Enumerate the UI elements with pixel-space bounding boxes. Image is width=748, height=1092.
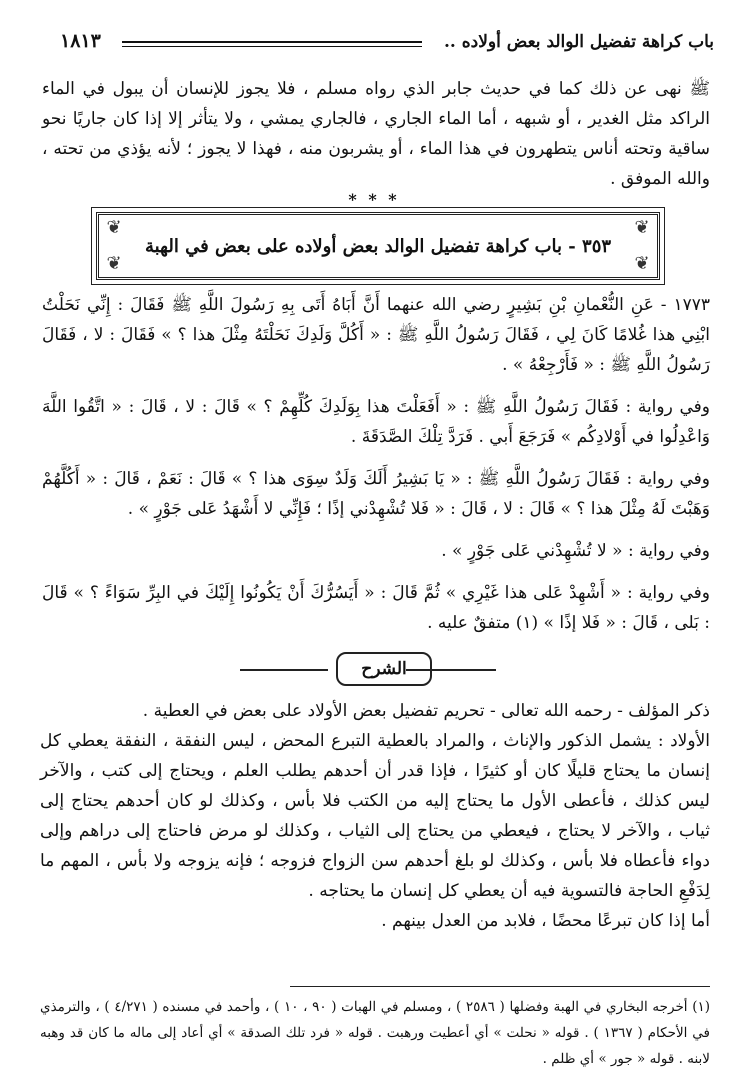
intro-paragraph [42, 74, 710, 194]
sharh-paragraph: أما إذا كان تبرعًا محضًا ، فلابد من العدل بينهم . [381, 911, 710, 931]
sharh-label: الشرح [336, 652, 432, 686]
running-header [60, 30, 714, 56]
header-title: باب كراهة تفضيل الوالد بعض أولاده .. [444, 32, 714, 52]
hadith-paragraph: ١٧٧٣ - عَنِ النُّعْمانِ بْنِ بَشِيرٍ رضي الله عنهما أَنَّ أَبَاهُ أَتَى بِهِ رَسُولَ اللَّهِ ﷺ فَقَالَ : إِنِّي نَحَلْتُ ابْنِي هذا غُلامًا كَانَ لِي ، فَقَالَ رَسُولُ اللَّهِ ﷺ : « أَكُلَّ وَلَدِكَ نَحَلْتَهُ مِثْلَ هذا ؟ » فَقَالَ : لا ، فَقَالَ رَسُولُ اللَّهِ ﷺ : « فَأَرْجِعْهُ » . [42, 295, 710, 375]
chapter-title: ٣٥٣ - باب كراهة تفضيل الوالد بعض أولاده على بعض في الهبة [144, 235, 612, 257]
footnotes [40, 994, 710, 1072]
section-separator: * * * [348, 190, 400, 209]
hadith-paragraph: وفي رواية : « أَشْهِدْ عَلى هذا غَيْرِي » ثُمَّ قَالَ : « أَيَسُرُّكَ أَنْ يَكُونُوا إِلَيْكَ في البِرِّ سَوَاءً ؟ » قَالَ : بَلى ، قَالَ : « فَلا إذًا » (١) متفقٌ عليه . [42, 583, 710, 633]
sharh-paragraph: ذكر المؤلف - رحمه الله تعالى - تحريم تفضيل بعض الأولاد على بعض في العطية . [142, 701, 710, 721]
chapter-banner [96, 212, 660, 280]
divider-line [240, 669, 328, 671]
sharh-divider [0, 652, 748, 686]
corner-ornament-icon: ❦ [634, 217, 650, 238]
footnote-rule [290, 986, 710, 987]
page-number: ١٨١٣ [60, 30, 101, 52]
intro-text: ﷺ نهى عن ذلك كما في حديث جابر الذي رواه مسلم ، فلا يجوز للإنسان أن يبول في الماء الراكد مثل الغدير ، أو شبهه ، أما الماء الجاري ، فالجاري يمشي ، ولا يتأثر إلا إذا كان جاريًا نحو ساقية وتحته أناس يتطهرون في هذا الماء ، أو يشربون منه ، فهذا لا يجوز ؛ لأنه يؤذي من تحته ، والله الموفق . [42, 79, 710, 189]
corner-ornament-icon: ❦ [106, 253, 122, 274]
sharh-paragraph: الأولاد : يشمل الذكور والإناث ، والمراد بالعطية التبرع المحض ، ليس النفقة ، النفقة يعطي كل إنسان ما يحتاج قليلًا كان أو كثيرًا ، فإذا قدر أن أحدهم يطلب العلم ، ويحتاج إلى كتب ، والآخر ليس كذلك ، فأعطى الأول ما يحتاج إليه من الكتب فلا بأس ، وكذلك لو كان أحدهم يحتاج إلى ثياب ، والآخر لا يحتاج ، فيعطي من يحتاج إلى الثياب ، وكذلك لو مرض فاحتاج إلى دراهم وإلى دواء فأعطاه فلا بأس ، وكذلك لو بلغ أحدهم سن الزواج فزوجه ؛ فإنه يزوجه ولا بأس ، المهم ما لِدَفْعِ الحاجة فالتسوية فيه أن يعطي كل إنسان ما يحتاجه . [40, 731, 710, 901]
hadith-paragraph: وفي رواية : « لا تُشْهِدْني عَلى جَوْرٍ » . [441, 541, 710, 561]
header-rule [122, 41, 422, 47]
corner-ornament-icon: ❦ [106, 217, 122, 238]
footnote: (١) أخرجه البخاري في الهبة وفضلها ( ٢٥٨٦ ) ، ومسلم في الهبات ( ٩٠ ، ١٠ ) ، وأحمد في مسنده ( ٤/٢٧١ ) ، والترمذي في الأحكام ( ١٣٦٧ ) . قوله « نحلت » أي أعطيت ورهبت . قوله « فرد تلك الصدقة » أي أعاد إلى ماله ما كان قد وهبه لابنه . قوله « جور » أي ظلم . [40, 999, 711, 1067]
hadith-section [42, 290, 710, 650]
divider-line [406, 669, 496, 671]
hadith-paragraph: وفي رواية : فَقَالَ رَسُولُ اللَّهِ ﷺ : « يَا بَشِيرُ أَلَكَ وَلَدٌ سِوَى هذا ؟ » قَالَ : نَعَمْ ، قَالَ : « أَكُلَّهُمْ وَهَبْتَ لَهُ مِثْلَ هذا ؟ » قَالَ : لا ، قَالَ : « فَلا تُشْهِدْني إذًا ؛ فَإِنِّي لا أَشْهَدُ عَلى جَوْرٍ » . [42, 469, 710, 519]
hadith-paragraph: وفي رواية : فَقَالَ رَسُولُ اللَّهِ ﷺ : « أَفَعَلْتَ هذا بِوَلَدِكَ كُلِّهِمْ ؟ » قَالَ : لا ، قَالَ : « اتَّقُوا اللَّهَ وَاعْدِلُوا في أَوْلادِكُم » فَرَجَعَ أَبي . فَرَدَّ تِلْكَ الصَّدَقَةَ . [42, 397, 710, 447]
corner-ornament-icon: ❦ [634, 253, 650, 274]
sharh-section [40, 696, 710, 936]
